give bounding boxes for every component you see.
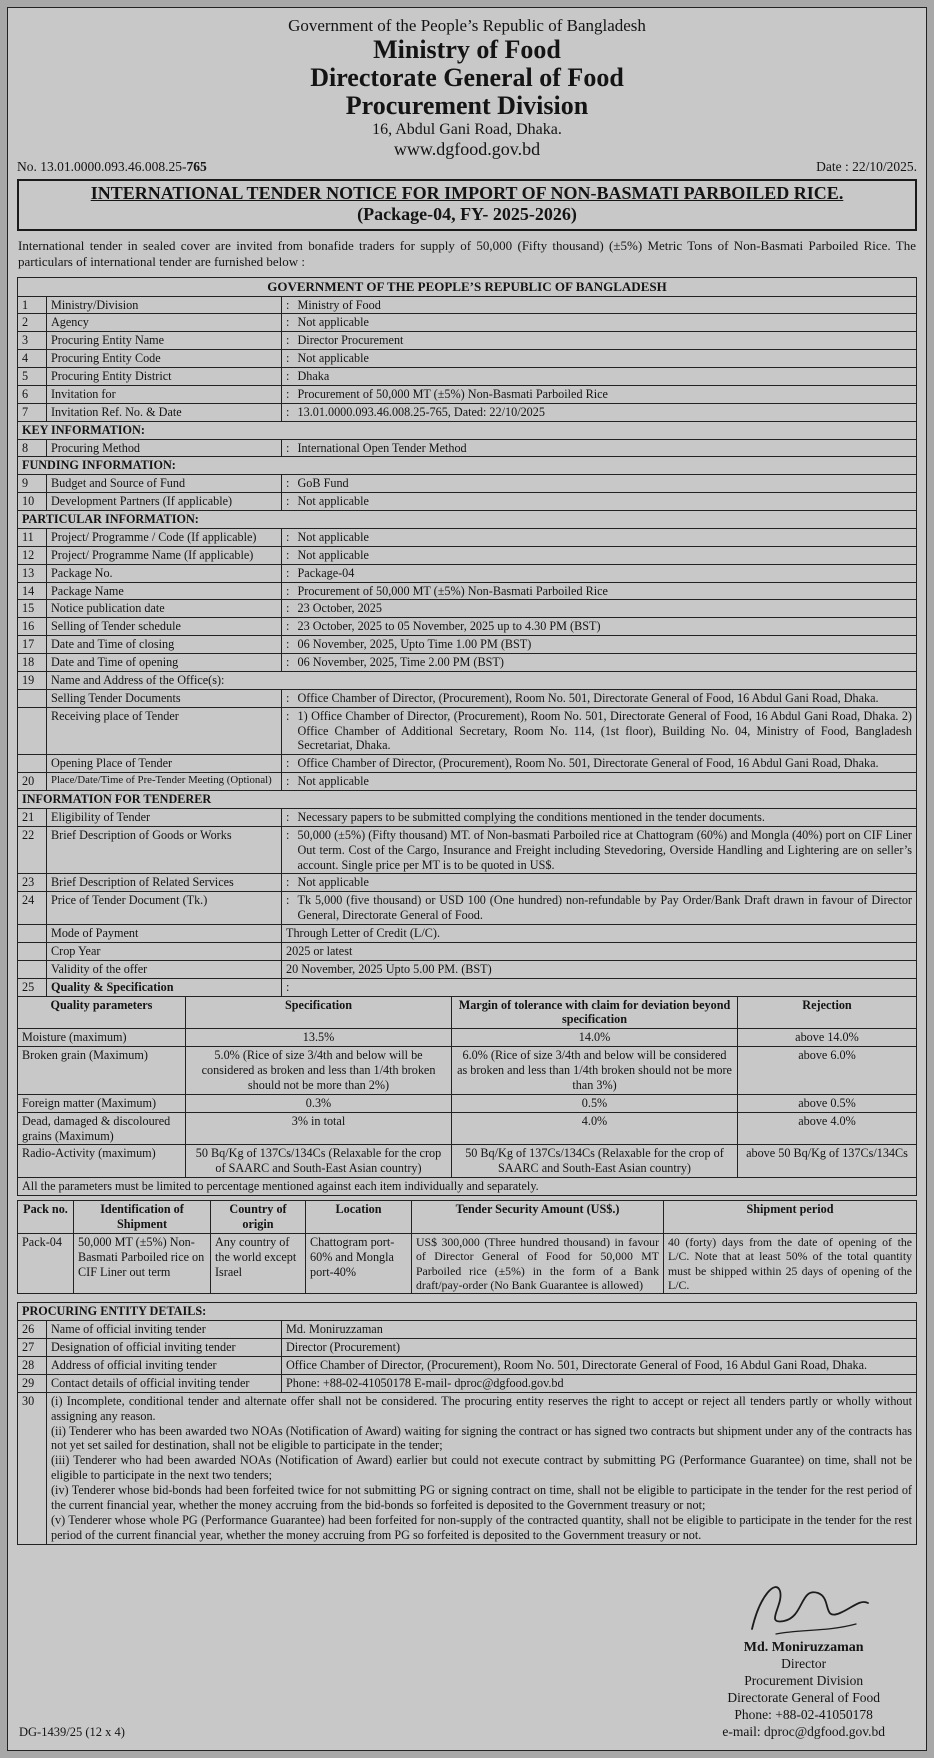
document-footer (17, 1571, 917, 1741)
row-value: Ministry of Food (294, 296, 917, 314)
info-subrow (18, 689, 917, 707)
colon: : (282, 773, 294, 791)
row-label: Ministry/Division (47, 296, 282, 314)
row-number: 6 (18, 385, 47, 403)
office-address: 16, Abdul Gani Road, Dhaka. (372, 121, 562, 139)
row-label: Address of official inviting tender (47, 1357, 282, 1375)
row-number: 17 (18, 636, 47, 654)
row-number: 27 (18, 1339, 47, 1357)
quality-parameter: Broken grain (Maximum) (18, 1047, 186, 1095)
row-number: 22 (18, 826, 47, 874)
country-of-origin: Any country of the world except Israel (211, 1233, 306, 1294)
info-row (18, 403, 917, 421)
row-number: 18 (18, 654, 47, 672)
row-label: Invitation for (47, 385, 282, 403)
quality-parameter: Radio-Activity (maximum) (18, 1145, 186, 1178)
quality-parameter: Moisture (maximum) (18, 1029, 186, 1047)
quality-note-row (18, 1178, 917, 1196)
colon: : (282, 826, 294, 874)
info-row (18, 978, 917, 996)
quality-rejection: above 6.0% (738, 1047, 917, 1095)
quality-rejection: above 4.0% (738, 1112, 917, 1145)
row-number: 28 (18, 1357, 47, 1375)
colon: : (282, 314, 294, 332)
shipment-col-header: Country of origin (211, 1201, 306, 1234)
row-value: Package-04 (294, 564, 917, 582)
document-header (17, 14, 917, 160)
row-label: Brief Description of Goods or Works (47, 826, 282, 874)
colon: : (282, 403, 294, 421)
colon: : (282, 296, 294, 314)
row-number: 26 (18, 1321, 47, 1339)
entity-row (18, 1321, 917, 1339)
row-label: Validity of the offer (47, 960, 282, 978)
row-label: Name and Address of the Office(s): (47, 671, 917, 689)
government-name: Government of the People’s Republic of Bangladesh (288, 16, 646, 35)
row-value: Director (Procurement) (282, 1339, 917, 1357)
section-row (18, 1303, 917, 1321)
quality-col-header: Rejection (738, 996, 917, 1029)
section-heading-key-information: KEY INFORMATION: (18, 421, 917, 439)
shipment-identification: 50,000 MT (±5%) Non-Basmati Parboiled rice on CIF Liner out term (74, 1233, 211, 1294)
reference-row (17, 159, 917, 175)
info-subrow (18, 755, 917, 773)
entity-row (18, 1357, 917, 1375)
row-label: Brief Description of Related Services (47, 874, 282, 892)
signature-block (722, 1571, 885, 1741)
row-value: 50,000 (±5%) (Fifty thousand) MT. of Non-basmati Parboiled rice at Chattogram (60%) and Mongla (40%) port on CIF Liner Out term. Cost of the Cargo, Insurance and Freight including Stevedoring, Overside Handling and Lightering are on seller’s account. Single price per MT is to be quoted in US$. (294, 826, 917, 874)
section-heading-procuring-entity-details: PROCURING ENTITY DETAILS: (18, 1303, 917, 1321)
row-label: Name of official inviting tender (47, 1321, 282, 1339)
signatory-org: Directorate General of Food (727, 1689, 880, 1705)
quality-rejection: above 0.5% (738, 1094, 917, 1112)
row-number: 19 (18, 671, 47, 689)
shipment-period: 40 (forty) days from the date of opening of the L/C. Note that at least 50% of the total quantity must be shipped within 25 days of opening of the L/C. (664, 1233, 917, 1294)
colon: : (282, 493, 294, 511)
row-value: 06 November, 2025, Upto Time 1.00 PM (BST) (294, 636, 917, 654)
info-row (18, 654, 917, 672)
row-label: Price of Tender Document (Tk.) (47, 892, 282, 925)
row-number: 5 (18, 368, 47, 386)
section-heading-information-for-tenderer: INFORMATION FOR TENDERER (18, 791, 917, 809)
condition-item: (i) Incomplete, conditional tender and alternate offer shall not be considered. The procuring entity reserves the right to accept or reject all tenders partly or wholly without assigning any reason. (51, 1393, 912, 1423)
info-row (18, 618, 917, 636)
row-value: Not applicable (294, 773, 917, 791)
row-label: Date and Time of closing (47, 636, 282, 654)
quality-spec: 5.0% (Rice of size 3/4th and below will be considered as broken and less than 1/4th broken should not be more than 2%) (186, 1047, 452, 1095)
row-value: Not applicable (294, 528, 917, 546)
row-number: 15 (18, 600, 47, 618)
row-value: Not applicable (294, 493, 917, 511)
row-value: 20 November, 2025 Upto 5.00 PM. (BST) (282, 960, 917, 978)
quality-spec: 0.3% (186, 1094, 452, 1112)
table-caption: GOVERNMENT OF THE PEOPLE’S REPUBLIC OF BANGLADESH (18, 277, 917, 296)
info-row (18, 874, 917, 892)
tender-notice-document (7, 7, 927, 1751)
tender-info-table (17, 277, 917, 997)
table-caption-row (18, 277, 917, 296)
info-row (18, 808, 917, 826)
entity-details-table (17, 1302, 917, 1544)
signature (724, 1571, 884, 1643)
row-value: Director Procurement (294, 332, 917, 350)
section-row (18, 791, 917, 809)
colon: : (282, 528, 294, 546)
row-label: Procuring Entity Name (47, 332, 282, 350)
colon: : (282, 978, 294, 996)
condition-item: (v) Tenderer whose whole PG (Performance Guarantee) had been forfeited for non-supply of the contracted quantity, shall not be eligible to participate in the tender for the rest period of the current financial year, whether the money accruing from PG so forfeited is deposited to the Government treasury or not. (51, 1512, 912, 1542)
row-number: 20 (18, 773, 47, 791)
info-row (18, 475, 917, 493)
row-label: Selling Tender Documents (47, 689, 282, 707)
row-number: 16 (18, 618, 47, 636)
notice-title: INTERNATIONAL TENDER NOTICE FOR IMPORT OF NON-BASMATI PARBOILED RICE. (90, 183, 844, 204)
info-row (18, 671, 917, 689)
row-label: Project/ Programme / Code (If applicable) (47, 528, 282, 546)
colon: : (282, 439, 294, 457)
shipment-col-header: Identification of Shipment (74, 1201, 211, 1234)
row-number: 3 (18, 332, 47, 350)
pack-no: Pack-04 (18, 1233, 74, 1294)
shipment-table (17, 1200, 917, 1294)
directorate-name: Directorate General of Food (310, 63, 624, 93)
conditions-cell (47, 1392, 917, 1544)
row-value: Not applicable (294, 874, 917, 892)
colon: : (282, 368, 294, 386)
entity-row (18, 1374, 917, 1392)
quality-spec: 50 Bq/Kg of 137Cs/134Cs (Relaxable for the crop of SAARC and South-East Asian country) (186, 1145, 452, 1178)
info-row (18, 493, 917, 511)
info-row (18, 582, 917, 600)
colon: : (282, 755, 294, 773)
row-label: Crop Year (47, 942, 282, 960)
colon: : (282, 475, 294, 493)
memo-suffix: 765 (186, 159, 207, 175)
row-number: 7 (18, 403, 47, 421)
signatory-email: e-mail: dproc@dgfood.gov.bd (722, 1723, 885, 1739)
row-label: Mode of Payment (47, 925, 282, 943)
quality-margin: 6.0% (Rice of size 3/4th and below will be considered as broken and less than 1/4th broken should not be more than 3%) (452, 1047, 738, 1095)
row-value: Dhaka (294, 368, 917, 386)
row-value: 13.01.0000.093.46.008.25-765, Dated: 22/10/2025 (294, 403, 917, 421)
row-number (18, 960, 47, 978)
row-label: Contact details of official inviting tender (47, 1374, 282, 1392)
colon: : (282, 385, 294, 403)
row-value: Phone: +88-02-41050178 E-mail- dproc@dgfood.gov.bd (282, 1374, 917, 1392)
quality-parameter: Foreign matter (Maximum) (18, 1094, 186, 1112)
row-label: Quality & Specification (47, 978, 282, 996)
tender-security-amount: US$ 300,000 (Three hundred thousand) in favour of Director General of Food for 50,000 MT Parboiled rice (±5%) in the form of a Bank draft/pay-order (No Bank Guarantee is allowed) (412, 1233, 664, 1294)
section-row (18, 457, 917, 475)
row-value: 06 November, 2025, Time 2.00 PM (BST) (294, 654, 917, 672)
colon: : (282, 808, 294, 826)
shipment-col-header: Location (306, 1201, 412, 1234)
condition-item: (ii) Tenderer who has been awarded two NOAs (Notification of Award) waiting for signing the contract or has signed two contracts but shipment under any of the contracts has not yet set sailed for destination, shall not be eligible to participate in the tender; (51, 1423, 912, 1453)
row-number: 13 (18, 564, 47, 582)
quality-col-header: Margin of tolerance with claim for deviation beyond specification (452, 996, 738, 1029)
colon: : (282, 654, 294, 672)
shipment-header-row (18, 1201, 917, 1234)
section-heading-funding-information: FUNDING INFORMATION: (18, 457, 917, 475)
row-label: Procuring Entity District (47, 368, 282, 386)
quality-spec: 13.5% (186, 1029, 452, 1047)
row-value: 1) Office Chamber of Director, (Procurement), Room No. 501, Directorate General of Food, 16 Abdul Gani Road, Dhaka. 2) Office Chamber of Additional Secretary, Room No. 114, (1st floor), Building No. 04, Ministry of Food, Bangladesh Secretariat, Dhaka. (294, 707, 917, 755)
quality-row (18, 1094, 917, 1112)
signatory-division: Procurement Division (744, 1672, 864, 1688)
quality-header-row (18, 996, 917, 1029)
section-row (18, 421, 917, 439)
quality-row (18, 1145, 917, 1178)
quality-margin: 4.0% (452, 1112, 738, 1145)
quality-margin: 0.5% (452, 1094, 738, 1112)
memo-prefix: No. 13.01.0000.093.46.008.25- (17, 159, 187, 175)
info-row (18, 826, 917, 874)
row-label: Selling of Tender schedule (47, 618, 282, 636)
quality-row (18, 1112, 917, 1145)
entity-row (18, 1339, 917, 1357)
row-value: Md. Moniruzzaman (282, 1321, 917, 1339)
info-row (18, 528, 917, 546)
row-label: Project/ Programme Name (If applicable) (47, 546, 282, 564)
row-number: 24 (18, 892, 47, 925)
row-number: 2 (18, 314, 47, 332)
row-number: 14 (18, 582, 47, 600)
row-number: 12 (18, 546, 47, 564)
info-subrow (18, 925, 917, 943)
quality-spec-table (17, 996, 917, 1197)
colon: : (282, 350, 294, 368)
row-label: Budget and Source of Fund (47, 475, 282, 493)
issue-date: Date : 22/10/2025. (816, 159, 917, 175)
colon: : (282, 636, 294, 654)
info-row (18, 636, 917, 654)
row-value: Through Letter of Credit (L/C). (282, 925, 917, 943)
row-value: GoB Fund (294, 475, 917, 493)
row-value (294, 978, 917, 996)
row-number: 25 (18, 978, 47, 996)
row-number: 1 (18, 296, 47, 314)
info-row (18, 600, 917, 618)
ministry-name: Ministry of Food (373, 35, 561, 64)
info-subrow (18, 960, 917, 978)
section-heading-particular-information: PARTICULAR INFORMATION: (18, 511, 917, 529)
notice-subtitle: (Package-04, FY- 2025-2026) (357, 204, 577, 225)
quality-row (18, 1029, 917, 1047)
row-value: Necessary papers to be submitted complying the conditions mentioned in the tender documents. (294, 808, 917, 826)
row-value: Office Chamber of Director, (Procurement), Room No. 501, Directorate General of Food, 16 Abdul Gani Road, Dhaka. (282, 1357, 917, 1375)
row-number: 21 (18, 808, 47, 826)
quality-margin: 14.0% (452, 1029, 738, 1047)
row-value: Procurement of 50,000 MT (±5%) Non-Basmati Parboiled Rice (294, 385, 917, 403)
signatory-name: Md. Moniruzzaman (743, 1639, 864, 1655)
shipment-col-header: Tender Security Amount (US$.) (412, 1201, 664, 1234)
info-subrow (18, 942, 917, 960)
quality-rejection: above 14.0% (738, 1029, 917, 1047)
info-row (18, 892, 917, 925)
row-value: 2025 or latest (282, 942, 917, 960)
row-value: Not applicable (294, 546, 917, 564)
row-number (18, 925, 47, 943)
info-row (18, 564, 917, 582)
info-row (18, 439, 917, 457)
shipment-col-header: Shipment period (664, 1201, 917, 1234)
row-value: Procurement of 50,000 MT (±5%) Non-Basmati Parboiled Rice (294, 582, 917, 600)
row-label: Development Partners (If applicable) (47, 493, 282, 511)
colon: : (282, 332, 294, 350)
shipment-col-header: Pack no. (18, 1201, 74, 1234)
division-name: Procurement Division (345, 91, 589, 121)
row-value: Office Chamber of Director, (Procurement), Room No. 501, Directorate General of Food, 16 Abdul Gani Road, Dhaka. (294, 755, 917, 773)
colon: : (282, 564, 294, 582)
colon: : (282, 689, 294, 707)
row-number: 4 (18, 350, 47, 368)
row-number (18, 755, 47, 773)
conditions-row (18, 1392, 917, 1544)
info-row (18, 546, 917, 564)
row-label: Eligibility of Tender (47, 808, 282, 826)
condition-item: (iv) Tenderer whose bid-bonds had been forfeited twice for not submitting PG or signing contract on time, shall not be eligible to participate in the tender for the rest period of the current financial year, whether the money accruing from the bid-bonds so forfeited is deposited to the Government treasury or not; (51, 1483, 912, 1512)
row-label: Procuring Method (47, 439, 282, 457)
colon: : (282, 582, 294, 600)
info-row (18, 773, 917, 791)
row-value: Not applicable (294, 314, 917, 332)
quality-col-header: Specification (186, 996, 452, 1029)
row-label: Date and Time of opening (47, 654, 282, 672)
info-subrow (18, 707, 917, 755)
row-label: Designation of official inviting tender (47, 1339, 282, 1357)
quality-margin: 50 Bq/Kg of 137Cs/134Cs (Relaxable for the crop of SAARC and South-East Asian country) (452, 1145, 738, 1178)
info-row (18, 385, 917, 403)
signatory-phone: Phone: +88-02-41050178 (734, 1706, 873, 1722)
colon: : (282, 892, 294, 925)
delivery-location: Chattogram port-60% and Mongla port-40% (306, 1233, 412, 1294)
print-code: DG-1439/25 (12 x 4) (19, 1725, 125, 1740)
row-label: Agency (47, 314, 282, 332)
quality-spec: 3% in total (186, 1112, 452, 1145)
info-row (18, 368, 917, 386)
row-number: 11 (18, 528, 47, 546)
info-row (18, 332, 917, 350)
notice-title-box (17, 179, 917, 231)
row-number: 30 (18, 1392, 47, 1544)
row-value: 23 October, 2025 (294, 600, 917, 618)
info-row (18, 314, 917, 332)
colon: : (282, 874, 294, 892)
colon: : (282, 546, 294, 564)
website-url: www.dgfood.gov.bd (393, 139, 541, 160)
colon: : (282, 618, 294, 636)
row-label: Receiving place of Tender (47, 707, 282, 755)
row-value: 23 October, 2025 to 05 November, 2025 up to 4.30 PM (BST) (294, 618, 917, 636)
row-value: Not applicable (294, 350, 917, 368)
row-number (18, 689, 47, 707)
info-row (18, 296, 917, 314)
row-label: Invitation Ref. No. & Date (47, 403, 282, 421)
row-value: International Open Tender Method (294, 439, 917, 457)
row-label: Notice publication date (47, 600, 282, 618)
colon: : (282, 707, 294, 755)
row-value: Office Chamber of Director, (Procurement), Room No. 501, Directorate General of Food, 16 Abdul Gani Road, Dhaka. (294, 689, 917, 707)
quality-rejection: above 50 Bq/Kg of 137Cs/134Cs (738, 1145, 917, 1178)
row-number: 8 (18, 439, 47, 457)
row-number: 9 (18, 475, 47, 493)
row-number (18, 942, 47, 960)
row-number: 29 (18, 1374, 47, 1392)
row-number: 10 (18, 493, 47, 511)
quality-parameter: Dead, damaged & discoloured grains (Maximum) (18, 1112, 186, 1145)
row-value: Tk 5,000 (five thousand) or USD 100 (One hundred) non-refundable by Pay Order/Bank Draft drawn in favour of Director General, Directorate General of Food. (294, 892, 917, 925)
row-label: Place/Date/Time of Pre-Tender Meeting (Optional) (47, 773, 282, 791)
intro-paragraph: International tender in sealed cover are invited from bonafide traders for supply of 50,000 (Fifty thousand) (±5%) Metric Tons of Non-Basmati Parboiled Rice. The particulars of international tender are furnished below : (18, 238, 916, 270)
colon: : (282, 600, 294, 618)
row-number: 23 (18, 874, 47, 892)
section-row (18, 511, 917, 529)
row-label: Package No. (47, 564, 282, 582)
quality-col-header: Quality parameters (18, 996, 186, 1029)
row-label: Procuring Entity Code (47, 350, 282, 368)
parameters-note: All the parameters must be limited to percentage mentioned against each item individually and separately. (18, 1178, 917, 1196)
row-number (18, 707, 47, 755)
info-row (18, 350, 917, 368)
condition-item: (iii) Tenderer who had been awarded NOAs (Notification of Award) earlier but could not execute contract by submitting PG (Performance Guarantee) on time, shall not be eligible to participate in the next two tenders; (51, 1453, 912, 1483)
signatory-designation: Director (781, 1656, 827, 1672)
row-label: Opening Place of Tender (47, 755, 282, 773)
memo-number (17, 159, 207, 175)
quality-row (18, 1047, 917, 1095)
shipment-row (18, 1233, 917, 1294)
row-label: Package Name (47, 582, 282, 600)
